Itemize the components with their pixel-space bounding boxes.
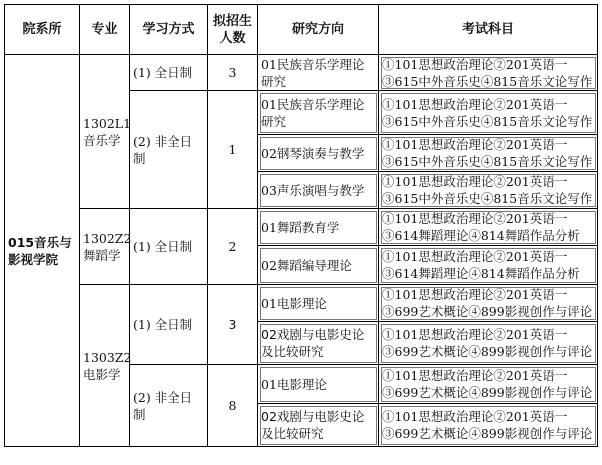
subjects-cell: ①101思想政治理论②201英语一③615中外音乐史④815音乐文论写作 bbox=[379, 135, 598, 172]
direction-cell: 01民族音乐学理论研究 bbox=[258, 91, 379, 135]
subjects-cell: ①101思想政治理论②201英语一③699艺术概论④899影视创作与评论 bbox=[379, 322, 598, 365]
table-row bbox=[5, 209, 598, 246]
mode-cell: (1) 全日制 bbox=[130, 209, 208, 285]
subjects-cell: ①101思想政治理论②201英语一③615中外音乐史④815音乐文论写作 bbox=[379, 172, 598, 209]
quota-cell: 3 bbox=[208, 55, 258, 91]
direction-text: 02戏剧与电影史论及比较研究 bbox=[261, 327, 365, 359]
major-cell: 1302L1音乐学 bbox=[80, 55, 130, 209]
subjects-cell: ①101思想政治理论②201英语一③615中外音乐史④815音乐文论写作 bbox=[379, 55, 598, 91]
header-row bbox=[5, 5, 598, 55]
mode-cell: (1) 全日制 bbox=[130, 55, 208, 91]
mode-cell: (2) 非全日制 bbox=[130, 365, 208, 447]
direction-cell: 02钢琴演奏与教学 bbox=[258, 135, 379, 172]
direction-cell: 01舞蹈教育学 bbox=[258, 209, 379, 246]
subjects-cell: ①101思想政治理论②201英语一③614舞蹈理论④814舞蹈作品分析 bbox=[379, 246, 598, 285]
header-dept: 院系所 bbox=[5, 5, 80, 55]
quota-cell: 1 bbox=[208, 91, 258, 209]
admission-table bbox=[4, 4, 598, 447]
major-cell: 1302Z2舞蹈学 bbox=[80, 209, 130, 285]
direction-cell bbox=[258, 404, 379, 447]
table-row bbox=[5, 55, 598, 91]
header-quota: 拟招生人数 bbox=[208, 5, 258, 55]
direction-cell: 01电影理论 bbox=[258, 365, 379, 404]
subjects-cell: ①101思想政治理论②201英语一③614舞蹈理论④814舞蹈作品分析 bbox=[379, 209, 598, 246]
quota-cell: 2 bbox=[208, 209, 258, 285]
header-subjects: 考试科目 bbox=[379, 5, 598, 55]
subjects-cell: ①101思想政治理论②201英语一③699艺术概论④899影视创作与评论 bbox=[379, 285, 598, 322]
header-direction: 研究方向 bbox=[258, 5, 379, 55]
direction-cell: 01民族音乐学理论研究 bbox=[258, 55, 379, 91]
subjects-cell: ①101思想政治理论②201英语一③699艺术概论④899影视创作与评论 bbox=[379, 365, 598, 404]
mode-cell: (2) 非全日制 bbox=[130, 91, 208, 209]
dept-cell: 015音乐与影视学院 bbox=[5, 55, 80, 447]
quota-cell: 8 bbox=[208, 365, 258, 447]
major-cell: 1303Z2电影学 bbox=[80, 285, 130, 447]
direction-cell: 01电影理论 bbox=[258, 285, 379, 322]
direction-cell bbox=[258, 322, 379, 365]
subjects-cell: ①101思想政治理论②201英语一③615中外音乐史④815音乐文论写作 bbox=[379, 91, 598, 135]
mode-cell: (1) 全日制 bbox=[130, 285, 208, 365]
direction-text: 02戏剧与电影史论及比较研究 bbox=[261, 409, 365, 441]
direction-cell: 02舞蹈编导理论 bbox=[258, 246, 379, 285]
header-mode: 学习方式 bbox=[130, 5, 208, 55]
table-row bbox=[5, 285, 598, 322]
direction-cell: 03声乐演唱与教学 bbox=[258, 172, 379, 209]
header-major: 专业 bbox=[80, 5, 130, 55]
quota-cell: 3 bbox=[208, 285, 258, 365]
subjects-cell: ①101思想政治理论②201英语一③699艺术概论④899影视创作与评论 bbox=[379, 404, 598, 447]
